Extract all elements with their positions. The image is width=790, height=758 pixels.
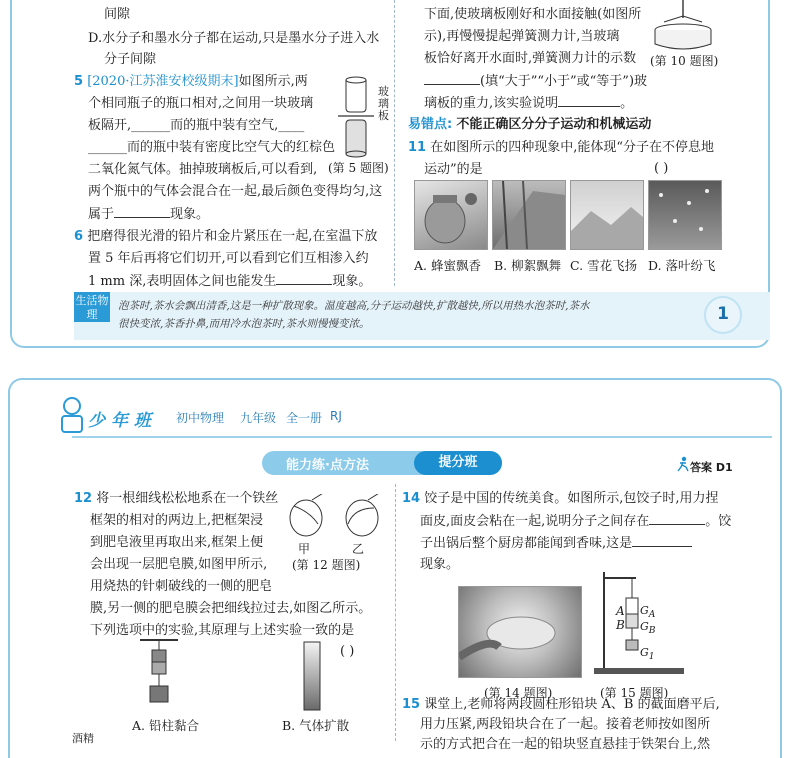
answer-blank[interactable] [276, 272, 332, 285]
prev-tail: 间隙 [104, 7, 131, 22]
error-point [408, 116, 651, 134]
question-number: 15 [402, 697, 421, 712]
q11-line1: 在如图所示的四种现象中,能体现“分子在不停息地 [430, 140, 715, 155]
q5-line5: 二氧化氮气体。抽掉玻璃板后,可以看到, [88, 162, 318, 177]
q5-line3 [88, 117, 304, 135]
header-rule [72, 436, 772, 438]
error-point-label: 易错点: [408, 117, 453, 132]
q5-blank-b: ____ [278, 118, 305, 133]
q14-line3 [420, 534, 692, 553]
answer-paren[interactable]: ( ) [340, 644, 355, 659]
q5-l3c: 而的瓶中装有空气, [170, 118, 279, 133]
q5-line2: 个相同瓶子的瓶口相对,之间用一块玻璃 [88, 96, 314, 111]
q5-text-1: 如图所示,两 [238, 74, 308, 89]
question-number: 11 [408, 140, 427, 155]
figure-yi-label: 乙 [352, 542, 365, 556]
q5-blank-a: ______ [131, 118, 171, 133]
column-divider-top [394, 0, 395, 286]
gb-sub: B [648, 625, 656, 637]
question-number: 6 [74, 229, 84, 244]
q12-line3: 到肥皂液里再取出来,框架上便 [90, 535, 264, 550]
header-grade: 九年级 [240, 411, 277, 425]
q5-blank-c: ______ [88, 140, 127, 155]
answer-reference: 答案 D1 [690, 461, 733, 474]
willow-catkin-photo [492, 180, 566, 250]
q10-l5a: 璃板的重力,该实验说明 [424, 96, 559, 111]
ga-letter: G [640, 604, 649, 617]
q5-line4 [88, 139, 335, 157]
q5-l7a: 属于 [88, 207, 115, 222]
q15-line3: 示的方式把合在一起的铅块竖直悬挂于铁架台上,然 [420, 737, 711, 752]
question-number: 14 [402, 491, 421, 506]
answer-blank[interactable] [424, 72, 480, 85]
falling-leaves-photo [648, 180, 722, 250]
q6-l3a: 1 mm 深,表明固体之间也能发生 [88, 274, 277, 289]
option-b[interactable]: B. 柳絮飘舞 [494, 258, 562, 273]
q12-line7: 下列选项中的实验,其原理与上述实验一致的是 [90, 623, 355, 638]
q6-line1: 把磨得很光滑的铅片和金片紧压在一起,在室温下放 [87, 229, 378, 244]
header-volume: 全一册 [286, 411, 323, 425]
q6-line2: 置 5 年后再将它们切开,可以看到它们互相渗入约 [88, 251, 369, 266]
option-a[interactable]: A. 蜂蜜飘香 [414, 258, 481, 273]
q11-line2: 运动”的是 [424, 162, 483, 177]
q14-line4: 现象。 [420, 557, 460, 572]
q14-l3: 子出锅后整个厨房都能闻到香味,这是 [420, 536, 633, 551]
answer-blank[interactable] [558, 94, 620, 107]
figure-14-caption: (第 14 题图) [484, 686, 553, 700]
label-g1 [640, 646, 655, 662]
q10-l4: (填“大于”“小于”或“等于”)玻 [480, 74, 648, 89]
header-edition: RJ [330, 409, 342, 423]
soap-film-figure [284, 494, 388, 540]
snowflake-photo [570, 180, 644, 250]
question-5 [74, 73, 308, 91]
q6-l3b: 现象。 [332, 274, 372, 289]
label-b: B [616, 618, 625, 632]
option-d-line2: 分子间隙 [104, 52, 157, 67]
option-c-12-partial: 酒精 [72, 732, 94, 745]
figure-12-caption: (第 12 题图) [292, 558, 361, 572]
gb-letter: G [640, 620, 649, 633]
banner-left-label: 能力练·点方法 [286, 458, 369, 473]
q14-line1: 饺子是中国的传统美食。如图所示,包饺子时,用力捏 [424, 491, 719, 506]
question-6 [74, 228, 377, 246]
q5-l3a: 板隔开, [88, 118, 132, 133]
option-d-line1: D.水分子和墨水分子都在运动,只是墨水分子进入水 [88, 31, 380, 46]
q12-line6: 膜,另一侧的肥皂膜会把细线拉过去,如图乙所示。 [90, 601, 372, 616]
q14-line2 [420, 512, 731, 531]
q14-l2a: 面皮,面皮会粘在一起,说明分子之间存在 [420, 514, 650, 529]
option-c[interactable]: C. 雪花飞扬 [570, 258, 638, 273]
running-figure-icon [676, 456, 690, 472]
figure-5-caption: (第 5 题图) [328, 161, 389, 175]
question-source: [2020·江苏淮安校级期末] [87, 74, 239, 89]
g1-letter: G [640, 646, 649, 659]
q12-line4: 会出现一层肥皂膜,如图甲所示, [90, 557, 268, 572]
label-ga [640, 604, 655, 620]
label-a: A [616, 604, 625, 618]
life-physics-line1: 泡茶时,茶水会飘出清香,这是一种扩散现象。温度越高,分子运动越快,扩散越快,所以用热水泡茶时,茶水 [118, 300, 590, 312]
figure-jia-label: 甲 [298, 542, 311, 556]
q10-line3: 板恰好离开水面时,弹簧测力计的示数 [424, 51, 637, 66]
dumpling-photo [458, 586, 582, 678]
option-a-12[interactable]: A. 铅柱黏合 [132, 718, 199, 733]
header-subject: 初中物理 [176, 411, 225, 425]
figure-15-caption: (第 15 题图) [600, 686, 669, 700]
g1-sub: 1 [648, 651, 655, 663]
answer-blank[interactable] [649, 512, 705, 525]
honey-jar-photo [414, 180, 488, 250]
figure-10-caption: (第 10 题图) [650, 54, 719, 68]
label-gb [640, 620, 656, 636]
q5-l7b: 现象。 [170, 207, 210, 222]
question-15 [402, 696, 720, 714]
q12-line2: 框架的相对的两边上,把框架浸 [90, 513, 264, 528]
option-b-12[interactable]: B. 气体扩散 [282, 718, 350, 733]
gas-tube-figure [298, 640, 326, 712]
q10-line4 [424, 72, 647, 91]
column-divider-bottom [395, 484, 396, 741]
answer-blank[interactable] [114, 205, 170, 218]
q5-line6: 两个瓶中的气体会混合在一起,最后颜色变得均匀,这 [88, 184, 383, 199]
life-physics-line2: 很快变浓,茶香扑鼻,而用冷水泡茶时,茶水则慢慢变浓。 [118, 318, 370, 330]
q5-line7 [88, 205, 209, 224]
q12-line1: 将一根细线松松地系在一个铁丝 [96, 491, 279, 506]
q10-line2: 示),再慢慢提起弹簧测力计,当玻璃 [424, 29, 620, 44]
q10-line5 [424, 94, 633, 113]
question-14 [402, 490, 719, 508]
glass-plate-label: 玻璃板 [378, 85, 389, 122]
student-logo-icon [58, 396, 86, 436]
question-11 [408, 139, 714, 157]
question-number: 5 [74, 74, 84, 89]
q15-line1: 课堂上,老师将两段圆柱形铅块 A、B 的截面磨平后, [424, 697, 720, 712]
q10-l5b: 。 [620, 96, 634, 111]
q6-line3 [88, 272, 371, 291]
series-title: 少年班 [88, 411, 157, 431]
question-number: 12 [74, 491, 93, 506]
page-number: 1 [704, 296, 742, 334]
answer-paren[interactable]: ( ) [654, 161, 669, 176]
banner-right-label: 提分班 [414, 451, 502, 475]
question-12 [74, 490, 278, 508]
life-physics-tag: 生活物理 [75, 294, 109, 321]
q12-line5: 用烧热的针刺破线的一侧的肥皂 [90, 579, 273, 594]
q15-line2: 用力压紧,两段铅块合在了一起。接着老师按如图所 [420, 717, 711, 732]
error-point-text: 不能正确区分分子运动和机械运动 [456, 117, 652, 132]
q14-l2b: 。饺 [705, 514, 732, 529]
ga-sub: A [648, 609, 656, 621]
q10-line1: 下面,使玻璃板刚好和水面接触(如图所 [424, 7, 642, 22]
lead-column-figure [134, 636, 184, 710]
q5-l4b: 而的瓶中装有密度比空气大的红棕色 [127, 140, 336, 155]
answer-blank[interactable] [632, 534, 692, 547]
spring-scale-figure [650, 0, 716, 52]
option-d[interactable]: D. 落叶纷飞 [648, 258, 716, 273]
